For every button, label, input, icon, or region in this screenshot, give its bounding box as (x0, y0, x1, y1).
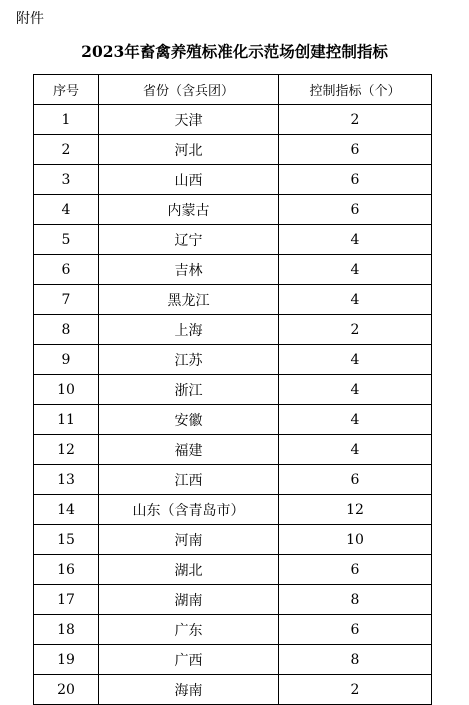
table-body (34, 105, 432, 705)
cell-quota: 4 (279, 255, 432, 285)
cell-quota: 2 (279, 105, 432, 135)
table-row (34, 645, 432, 675)
cell-province: 黑龙江 (99, 285, 279, 315)
cell-serial-number: 15 (34, 525, 99, 555)
table-row (34, 465, 432, 495)
cell-quota: 6 (279, 615, 432, 645)
table-row (34, 315, 432, 345)
cell-serial-number: 6 (34, 255, 99, 285)
cell-quota: 4 (279, 225, 432, 255)
cell-quota: 8 (279, 585, 432, 615)
cell-province: 广西 (99, 645, 279, 675)
cell-quota: 4 (279, 375, 432, 405)
table-header-row (34, 75, 432, 105)
cell-province: 天津 (99, 105, 279, 135)
cell-province: 上海 (99, 315, 279, 345)
quota-table (33, 74, 432, 705)
cell-province: 内蒙古 (99, 195, 279, 225)
attachment-label: 附件 (16, 11, 44, 27)
cell-province: 河北 (99, 135, 279, 165)
cell-quota: 10 (279, 525, 432, 555)
cell-quota: 4 (279, 345, 432, 375)
cell-serial-number: 16 (34, 555, 99, 585)
cell-province: 山东（含青岛市） (99, 495, 279, 525)
cell-province: 湖北 (99, 555, 279, 585)
cell-province: 广东 (99, 615, 279, 645)
cell-province: 山西 (99, 165, 279, 195)
cell-quota: 6 (279, 555, 432, 585)
table-row (34, 525, 432, 555)
cell-quota: 2 (279, 675, 432, 705)
cell-quota: 4 (279, 405, 432, 435)
table-row (34, 195, 432, 225)
cell-province: 河南 (99, 525, 279, 555)
cell-serial-number: 13 (34, 465, 99, 495)
cell-quota: 4 (279, 435, 432, 465)
cell-province: 福建 (99, 435, 279, 465)
cell-serial-number: 11 (34, 405, 99, 435)
cell-serial-number: 18 (34, 615, 99, 645)
cell-serial-number: 19 (34, 645, 99, 675)
table-row (34, 375, 432, 405)
cell-quota: 6 (279, 195, 432, 225)
cell-serial-number: 20 (34, 675, 99, 705)
table-row (34, 285, 432, 315)
cell-serial-number: 2 (34, 135, 99, 165)
cell-serial-number: 9 (34, 345, 99, 375)
cell-province: 安徽 (99, 405, 279, 435)
table-row (34, 225, 432, 255)
table-row (34, 135, 432, 165)
cell-quota: 2 (279, 315, 432, 345)
cell-serial-number: 10 (34, 375, 99, 405)
cell-province: 辽宁 (99, 225, 279, 255)
cell-province: 浙江 (99, 375, 279, 405)
cell-province: 吉林 (99, 255, 279, 285)
cell-serial-number: 1 (34, 105, 99, 135)
cell-serial-number: 7 (34, 285, 99, 315)
cell-province: 江苏 (99, 345, 279, 375)
header-serial-number: 序号 (34, 75, 99, 105)
cell-serial-number: 17 (34, 585, 99, 615)
document-title: 2023年畜禽养殖标准化示范场创建控制指标 (81, 42, 388, 61)
cell-quota: 8 (279, 645, 432, 675)
cell-province: 湖南 (99, 585, 279, 615)
cell-quota: 6 (279, 135, 432, 165)
cell-quota: 6 (279, 165, 432, 195)
cell-serial-number: 8 (34, 315, 99, 345)
cell-quota: 4 (279, 285, 432, 315)
table-row (34, 435, 432, 465)
cell-serial-number: 14 (34, 495, 99, 525)
table-row (34, 495, 432, 525)
table-row (34, 405, 432, 435)
table-row (34, 555, 432, 585)
header-province: 省份（含兵团） (99, 75, 279, 105)
cell-quota: 12 (279, 495, 432, 525)
cell-serial-number: 5 (34, 225, 99, 255)
cell-province: 海南 (99, 675, 279, 705)
cell-serial-number: 4 (34, 195, 99, 225)
header-quota: 控制指标（个） (279, 75, 432, 105)
cell-province: 江西 (99, 465, 279, 495)
table-row (34, 585, 432, 615)
table-row (34, 165, 432, 195)
table-row (34, 345, 432, 375)
table-row (34, 255, 432, 285)
table-row (34, 615, 432, 645)
cell-quota: 6 (279, 465, 432, 495)
cell-serial-number: 12 (34, 435, 99, 465)
table-row (34, 105, 432, 135)
cell-serial-number: 3 (34, 165, 99, 195)
table-row (34, 675, 432, 705)
